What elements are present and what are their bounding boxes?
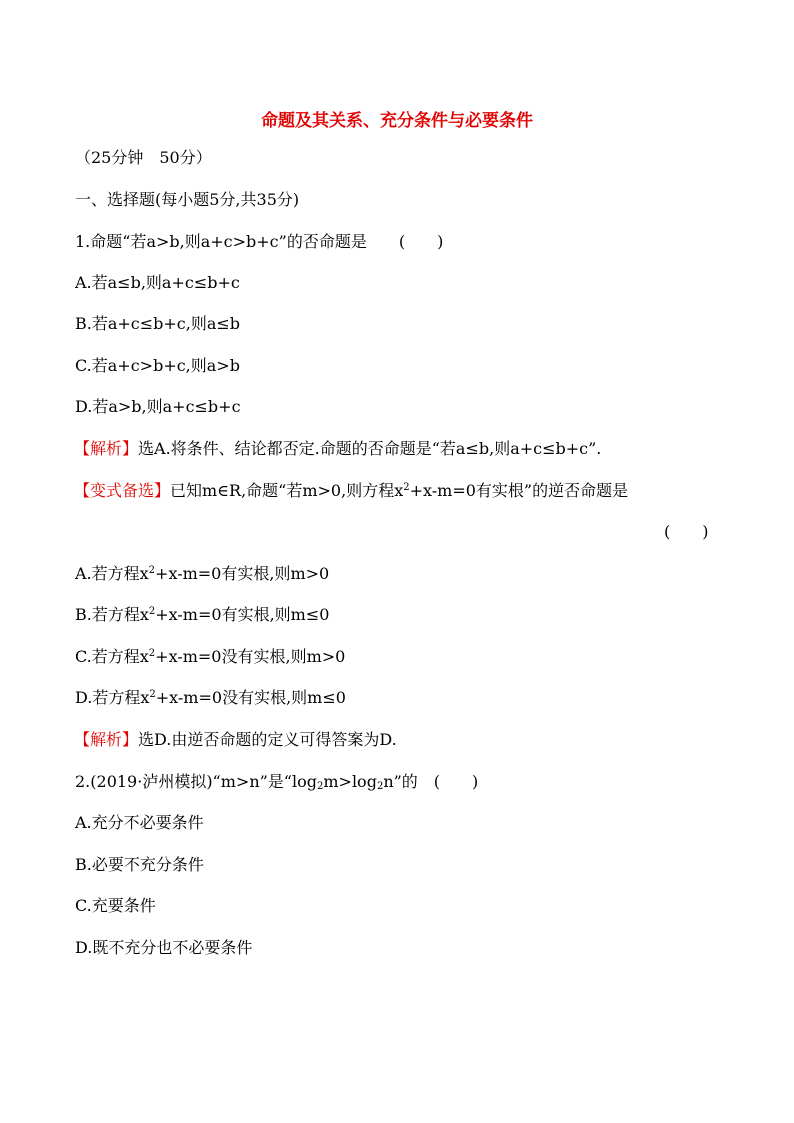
section-heading: 一、选择题(每小题5分,共35分) <box>75 190 300 209</box>
variant-stem: 【变式备选】已知m∈R,命题“若m>0,则方程$x^2+x-m=0$有实根”的逆否命题是 <box>74 481 629 500</box>
variant-option-c: C.若方程$x^2+x-m=0$没有实根,则m>0 <box>75 647 346 666</box>
question-1-option-c: C.若a+c>b+c,则a>b <box>75 356 240 375</box>
question-1-option-a: A.若a≤b,则a+c≤b+c <box>75 273 240 292</box>
variant-tag: 【变式备选】 <box>74 481 171 500</box>
analysis-tag: 【解析】 <box>74 439 139 458</box>
analysis-text: 选A.将条件、结论都否定.命题的否命题是“若a≤b,则a+c≤b+c”. <box>138 439 602 458</box>
variant-option-a: A.若方程$x^2+x-m=0$有实根,则m>0 <box>75 564 330 583</box>
question-2-option-d: D.既不充分也不必要条件 <box>75 938 253 957</box>
question-2-option-b: B.必要不充分条件 <box>75 855 204 874</box>
question-1-option-d: D.若a>b,则a+c≤b+c <box>75 397 241 416</box>
page-title: 命题及其关系、充分条件与必要条件 <box>261 111 533 131</box>
variant-analysis <box>74 730 397 750</box>
question-1-analysis <box>74 439 601 459</box>
question-2-stem: 2.(2019·泸州模拟)“m>n”是“$\log_2m>\log_2n$”的 ( ) <box>75 772 479 792</box>
analysis-tag: 【解析】 <box>74 730 139 749</box>
question-1-option-b: B.若a+c≤b+c,则a≤b <box>75 314 241 333</box>
variant-answer-bracket: ( ) <box>664 522 709 541</box>
variant-option-b: B.若方程$x^2+x-m=0$有实根,则m≤0 <box>75 605 330 624</box>
question-2-option-c: C.充要条件 <box>75 896 156 915</box>
question-1-stem: 1.命题“若a>b,则a+c>b+c”的否命题是 ( ) <box>75 232 444 251</box>
analysis-text: 选D.由逆否命题的定义可得答案为D. <box>138 730 397 749</box>
question-2-option-a: A.充分不必要条件 <box>75 813 204 832</box>
time-score-info: （25分钟 50分） <box>75 148 212 167</box>
variant-option-d: D.若方程$x^2+x-m=0$没有实根,则m≤0 <box>75 688 346 707</box>
